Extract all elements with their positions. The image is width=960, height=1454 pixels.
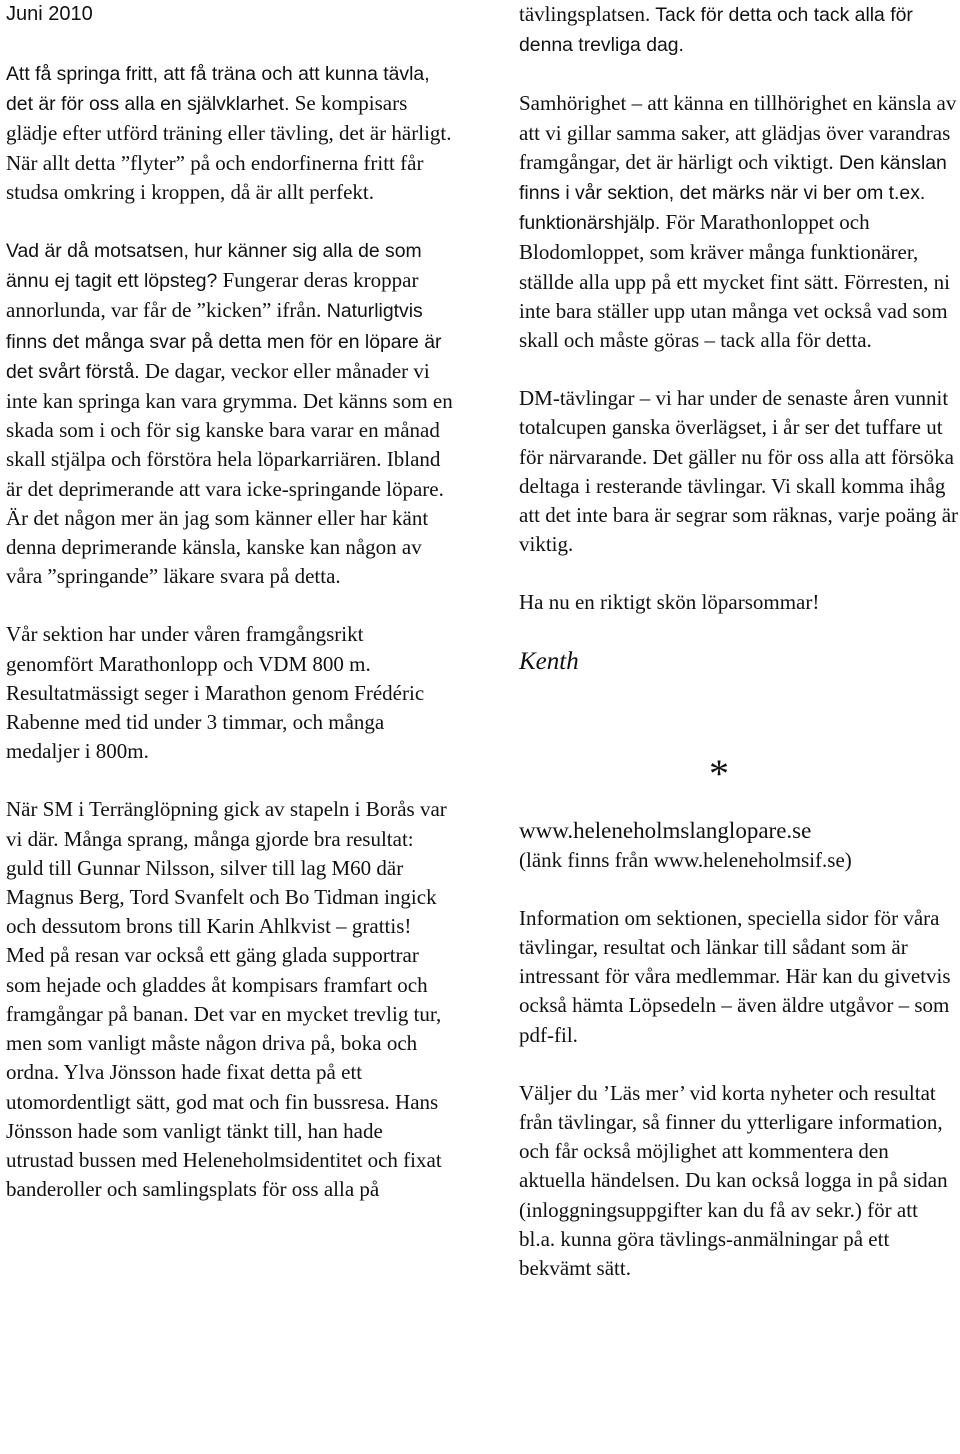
asterisk-divider: * [709,750,729,796]
summer-wish: Ha nu en riktigt skön löparsommar! [519,590,820,615]
thanks-text-a: tävlingsplatsen. [519,2,651,26]
thanks-text-b: Tack för detta och tack alla för denna trevliga dag. [519,4,913,57]
injury-text-c: Naturligtvis finns det många svar på detta men för en löpare är det svårt förstå. [6,300,442,383]
injury-text-b: Fungerar deras kroppar annorlunda, var får de ”kicken” ifrån. [6,268,419,323]
intro-text-sans: Att få springa fritt, att få träna och att kunna tävla, det är för oss alla en självklarhet. [6,63,430,116]
sm-paragraph: När SM i Terränglöpning gick av stapeln i Borås var vi där. Många sprang, många gjorde bra resultat: guld till Gunnar Nilsson, silver till lag M60 där Magnus Berg, Tord Svanfelt och Bo Tidman ingick och dessutom brons till Karin Ahlkvist – grattis! Med på resan var också ett gäng glada supportrar som hejade och gladdes åt kompisars framfart och framgångar på banan. Det var en mycket trevlig tur, men som vanligt måste någon driva på, boka och ordna. Ylva Jönsson hade fixat detta på ett utomordentligt sätt, god mat och fin bussresa. Hans Jönsson hade som vanligt tänkt till, han hade utrustad bussen med Heleneholmsidentitet och fixat banderoller och samlingsplats för oss alla på [6,797,447,1202]
website-info-paragraph: Information om sektionen, speciella sidor för våra tävlingar, resultat och länkar till sådant som är intressant för våra medlemmar. Här kan du givetvis också hämta Löpsedeln – även äldre utgåvor – som pdf-fil. [519,905,951,1047]
website-note: (länk finns från www.heleneholmsif.se) [519,847,852,872]
injury-text-d: De dagar, veckor eller månader vi inte kan springa kan vara grymma. [6,358,430,414]
community-text-c: För Marathonloppet och Blodomloppet, som kräver många funktionärer, ställde alla upp på ett mycket fint sätt. Förresten, ni inte bara ställer upp utan många vet också vad som skall och måste göras – tack alla för detta. [519,210,950,353]
read-more-paragraph: Väljer du ’Läs mer’ vid korta nyheter och resultat från tävlingar, så finner du ytterligare information, och får också möjlighet att kommentera den aktuella händelsen. Du kan också logga in på sidan (inloggningsuppgifter kan du få av sekr.) för att bl.a. kunna göra tävlings-anmälningar på ett bekvämt sätt. [519,1080,948,1281]
community-text-a: Samhörighet – att känna en tillhörighet en känsla av att vi gillar samma saker, att glädjas över varandras framgångar, det är härligt och viktigt. [519,91,957,174]
injury-paragraph [6,236,454,591]
injury-text-e: Det känns som en skada som i och för sig kanske bara varar en månad skall stjälpa och förstöra hela löparkarriären. Ibland är det deprimerande att vara icke-springande löpare. Är det någon mer än jag som känner eller har känt denna deprimerande känsla, kanske kan någon av våra ”springande” läkare svara på detta. [6,389,453,589]
thanks-paragraph [519,0,959,60]
website-link[interactable]: www.heleneholmslanglopare.se [519,817,812,843]
injury-text-a: Vad är då motsatsen, hur känner sig alla de som ännu ej tagit ett löpsteg? [6,240,422,293]
signature: Kenth [519,647,579,675]
community-text-b: Den känslan finns i vår sektion, det märks när vi ber om t.ex. funktionärshjälp. [519,151,947,235]
left-column [6,0,454,1204]
intro-text: Se kompisars glädje efter utförd träning eller tävling, det är härligt. När allt detta ”flyter” på och endorfinerna fritt får studsa omkring i kroppen, då är allt perfekt. [6,91,452,204]
intro-paragraph [6,59,454,207]
dm-paragraph: DM-tävlingar – vi har under de senaste åren vunnit totalcupen ganska överlägset, i år ser det tuffare ut för närvarande. Det gäller nu för oss alla att försöka deltaga i resterande tävlingar. Vi skall komma ihåg att det inte bara är segrar som räknas, varje poäng är viktig. [519,386,959,557]
issue-date: Juni 2010 [6,3,93,25]
right-column [519,0,959,1283]
community-paragraph [519,89,959,355]
marathon-paragraph: Vår sektion har under våren framgångsrikt genomfört Marathonlopp och VDM 800 m. Resultatmässigt seger i Marathon genom Frédéric Rabenne med tid under 3 timmar, och många medaljer i 800m. [6,622,425,764]
